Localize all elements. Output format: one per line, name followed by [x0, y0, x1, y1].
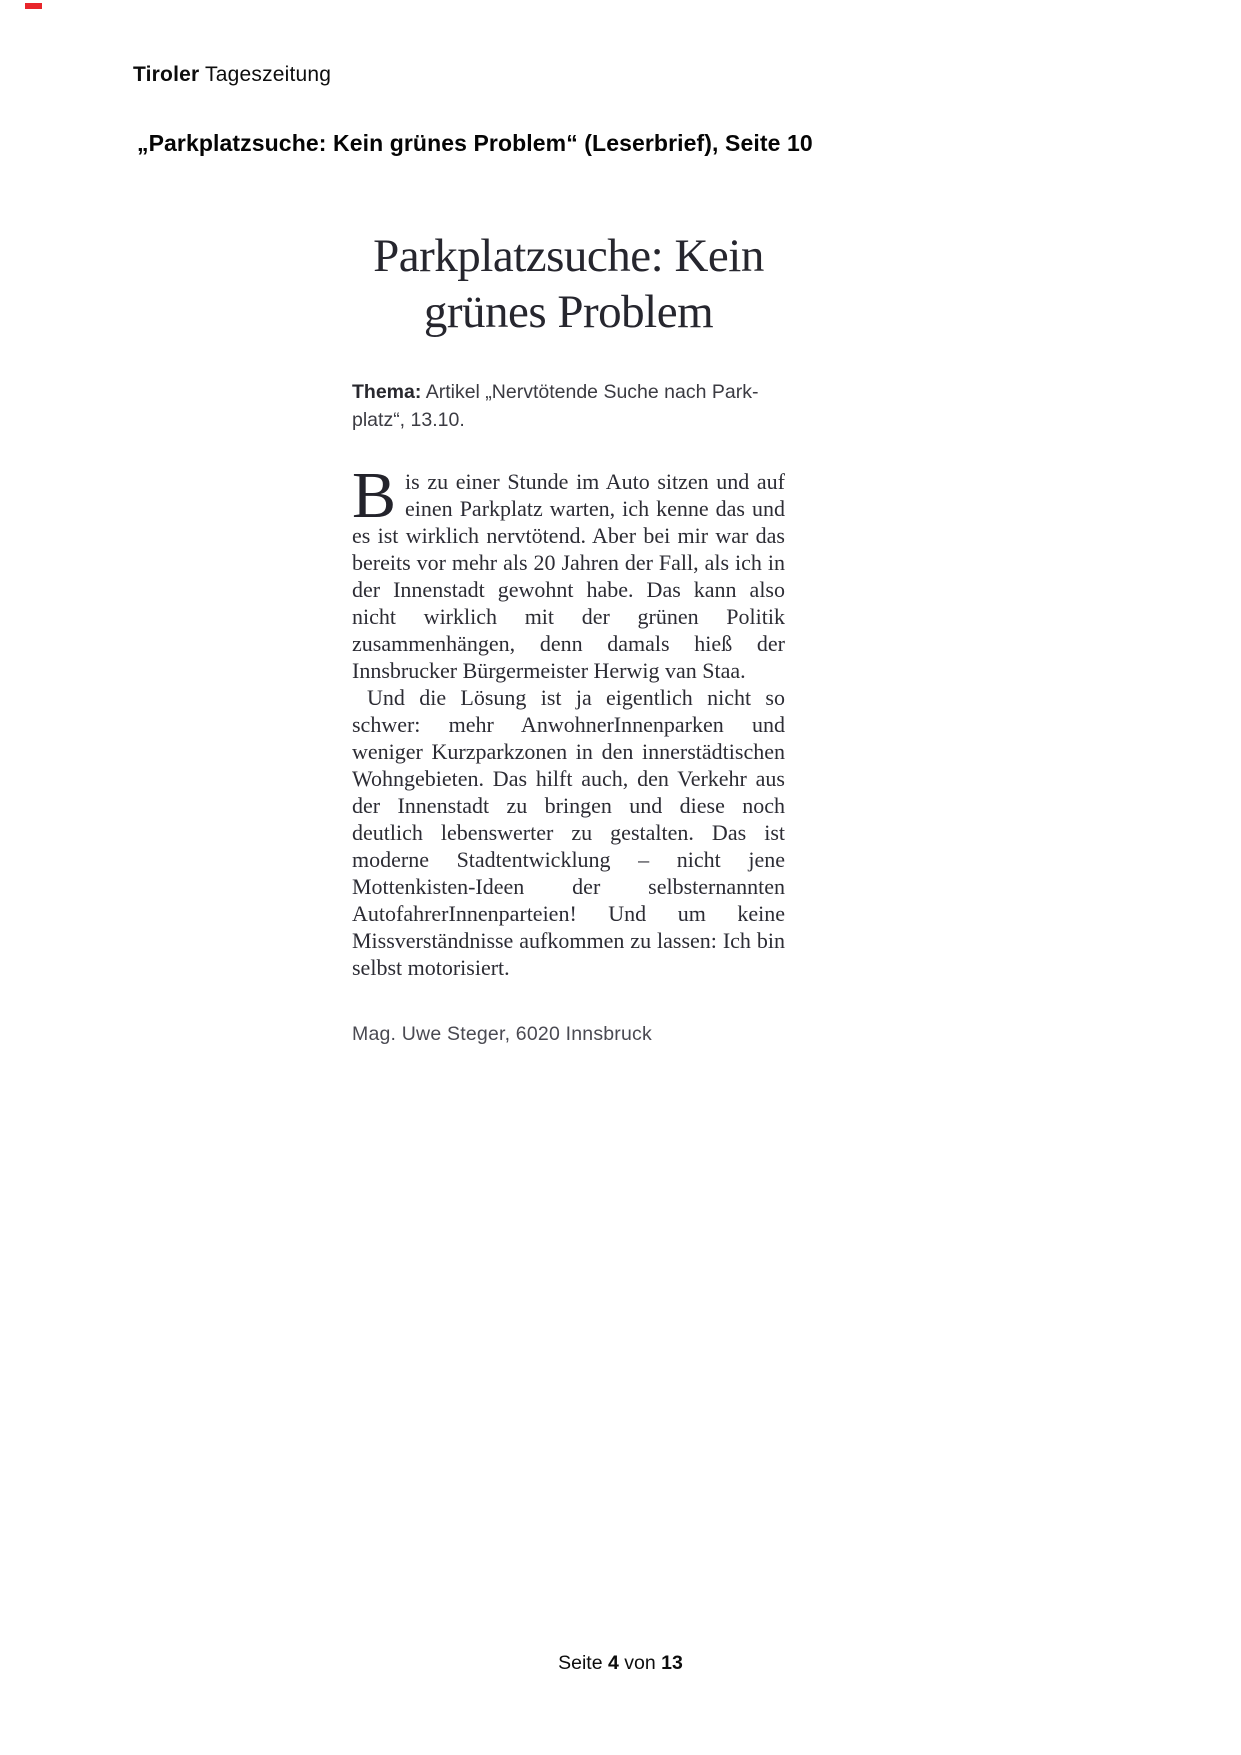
- footer-label-of: von: [624, 1652, 656, 1674]
- newspaper-name: [133, 63, 331, 87]
- article-thema: [352, 378, 785, 434]
- article-title: [352, 228, 785, 340]
- article-title-line2: grünes Problem: [423, 286, 714, 338]
- article-signature: Mag. Uwe Steger, 6020 Innsbruck: [352, 1023, 652, 1045]
- thema-text: Artikel „Nervtötende Suche nach Parkplatz“, 13.10.: [352, 381, 759, 431]
- newspaper-name-bold: Tiroler: [133, 63, 200, 86]
- article-clipping: [352, 228, 785, 1046]
- article-paragraph-1: [352, 459, 785, 684]
- article-body: [352, 459, 785, 981]
- paragraph-1-text: is zu einer Stunde im Auto sitzen und auf einen Parkplatz warten, ich kenne das und es ist wirklich nervtötend. Aber bei mir war das bereits vor mehr als 20 Jahren der Fall, als ich in der Innenstadt gewohnt habe. Das kann also nicht wirklich mit der grünen Politik zusammenhängen, denn damals hieß der Innsbrucker Bürgermeister Herwig van Staa.: [352, 469, 785, 683]
- article-paragraph-2: Und die Lösung ist ja eigentlich nicht so schwer: mehr AnwohnerInnenparken und weniger Kurzparkzonen in den innerstädtischen Wohngebieten. Das hilft auch, den Verkehr aus der Innenstadt zu bringen und diese noch deutlich lebenswerter zu gestalten. Das ist moderne Stadtentwicklung – nicht jene Mottenkisten-Ideen der selbsternannten AutofahrerInnenparteien! Und um keine Missverständnisse aufkommen zu lassen: Ich bin selbst motorisiert.: [352, 685, 785, 980]
- page-footer: [0, 1652, 1241, 1675]
- article-title-line1: Parkplatzsuche: Kein: [373, 230, 764, 282]
- footer-total-pages: 13: [661, 1652, 683, 1674]
- thema-label: Thema:: [352, 381, 422, 403]
- newspaper-name-regular: Tageszeitung: [205, 63, 332, 86]
- scan-artifact-mark: [25, 3, 42, 9]
- footer-page-number: 4: [608, 1652, 619, 1674]
- document-headline: „Parkplatzsuche: Kein grünes Problem“ (Leserbrief), Seite 10: [137, 130, 813, 156]
- footer-label-page: Seite: [558, 1652, 603, 1674]
- drop-cap: B: [352, 459, 397, 532]
